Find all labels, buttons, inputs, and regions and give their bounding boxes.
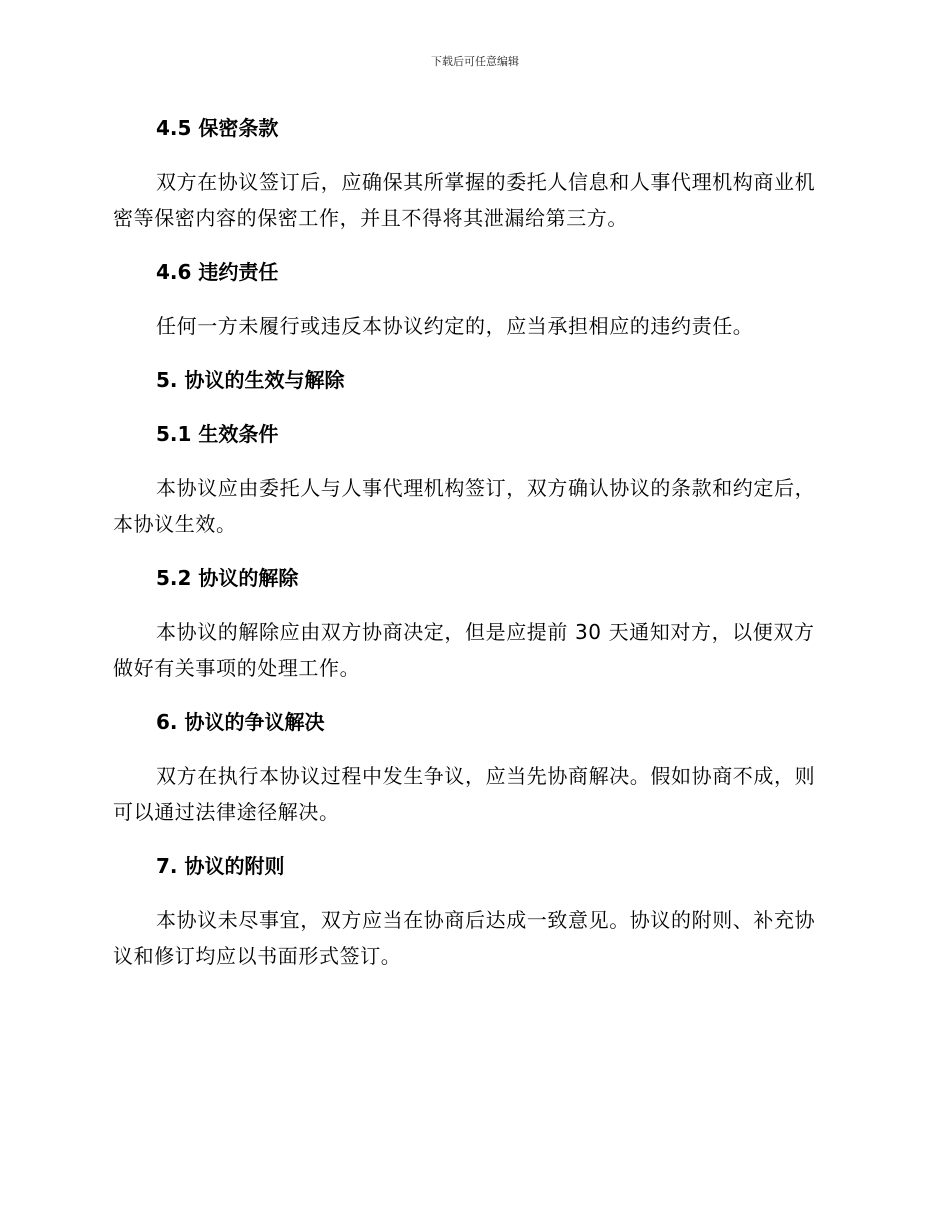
paragraph-dispute-resolution: 双方在执行本协议过程中发生争议，应当先协商解决。假如协商不成，则可以通过法律途径解决。 xyxy=(113,764,816,824)
paragraph-effective-conditions: 本协议应由委托人与人事代理机构签订，双方确认协议的条款和约定后，本协议生效。 xyxy=(113,476,816,536)
section-heading-6: 6. 协议的争议解决 xyxy=(156,710,325,734)
section-heading-5-2: 5.2 协议的解除 xyxy=(156,566,299,590)
section-heading-4-5: 4.5 保密条款 xyxy=(156,116,279,140)
paragraph-confidentiality: 双方在协议签订后，应确保其所掌握的委托人信息和人事代理机构商业机密等保密内容的保密工作，并且不得将其泄漏给第三方。 xyxy=(113,170,816,230)
section-heading-5: 5. 协议的生效与解除 xyxy=(156,368,345,392)
paragraph-termination: 本协议的解除应由双方协商决定，但是应提前 30 天通知对方，以便双方做好有关事项的处理工作。 xyxy=(113,620,815,680)
document-body xyxy=(113,110,833,992)
section-heading-4-6: 4.6 违约责任 xyxy=(156,260,279,284)
page-header-note: 下载后可任意编辑 xyxy=(431,55,519,68)
section-heading-7: 7. 协议的附则 xyxy=(156,854,285,878)
paragraph-liability: 任何一方未履行或违反本协议约定的，应当承担相应的违约责任。 xyxy=(156,314,754,338)
section-heading-5-1: 5.1 生效条件 xyxy=(156,422,279,446)
paragraph-supplementary-provisions: 本协议未尽事宜，双方应当在协商后达成一致意见。协议的附则、补充协议和修订均应以书面形式签订。 xyxy=(113,908,816,968)
